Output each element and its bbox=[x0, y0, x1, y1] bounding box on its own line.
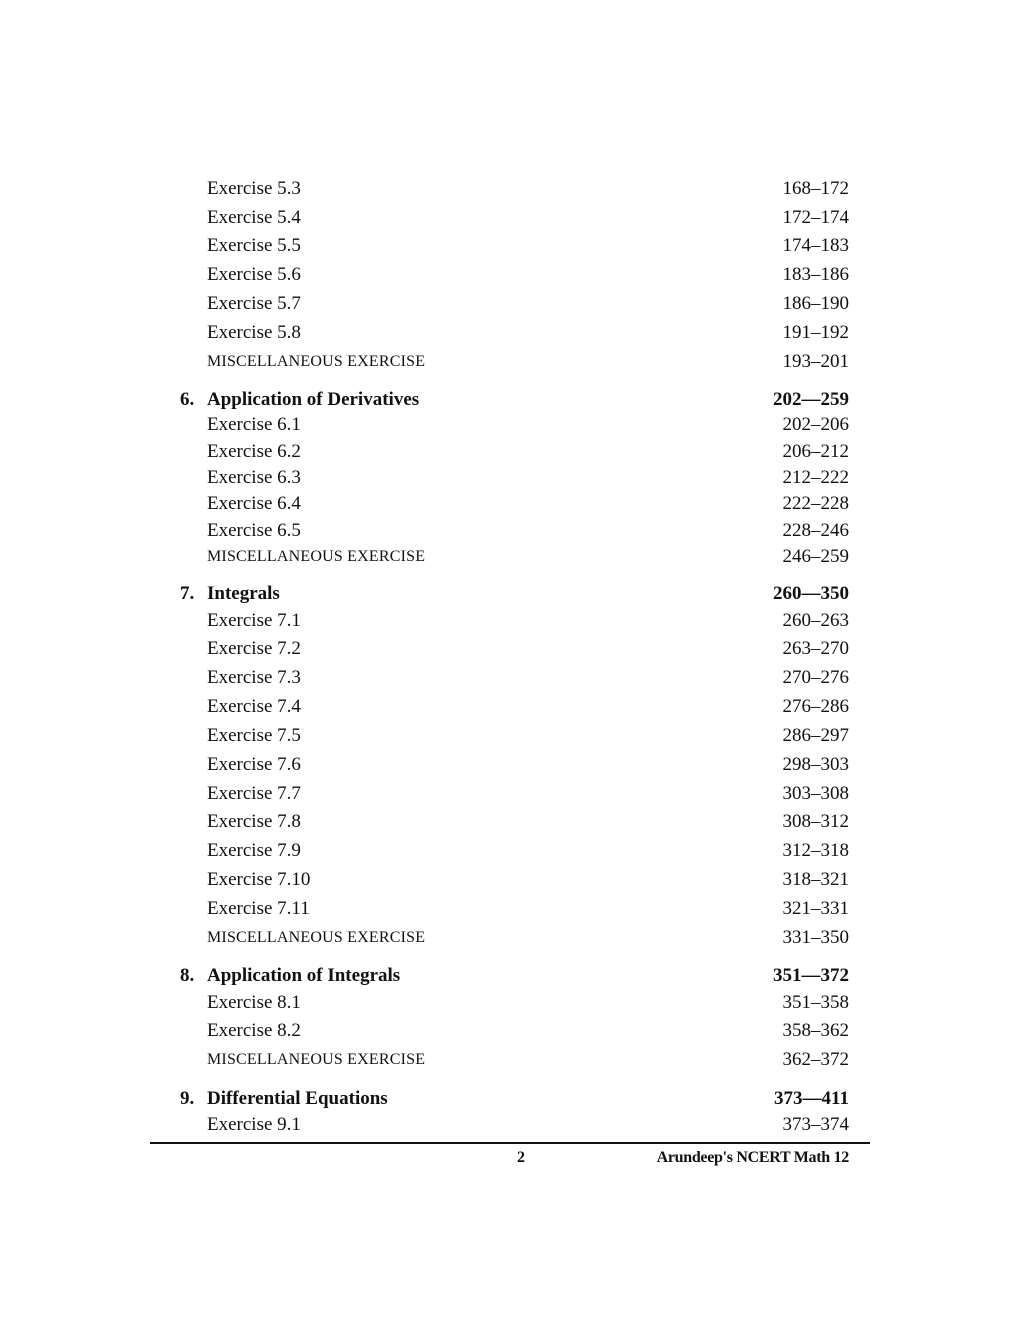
toc-exercise-row bbox=[0, 723, 1020, 749]
page-range: 246–259 bbox=[782, 546, 849, 567]
chapter-title: Differential Equations bbox=[207, 1088, 388, 1109]
exercise-label: Exercise 5.6 bbox=[207, 264, 301, 285]
toc-exercise-row bbox=[0, 608, 1020, 634]
page-range: 298–303 bbox=[782, 754, 849, 775]
exercise-label: MISCELLANEOUS EXERCISE bbox=[207, 548, 426, 565]
toc-exercise-row bbox=[0, 518, 1020, 544]
exercise-label: Exercise 7.9 bbox=[207, 840, 301, 861]
page-range: 206–212 bbox=[782, 441, 849, 462]
page-range: 358–362 bbox=[782, 1020, 849, 1041]
toc-exercise-row bbox=[0, 1018, 1020, 1044]
exercise-label: Exercise 6.1 bbox=[207, 414, 301, 435]
exercise-label: MISCELLANEOUS EXERCISE bbox=[207, 929, 426, 946]
toc-exercise-row bbox=[0, 233, 1020, 259]
page-range: 260—350 bbox=[773, 583, 849, 604]
footer-divider bbox=[150, 1142, 870, 1144]
toc-exercise-row bbox=[0, 809, 1020, 835]
page-range: 276–286 bbox=[782, 696, 849, 717]
exercise-label: Exercise 9.1 bbox=[207, 1114, 301, 1135]
toc-misc-row bbox=[0, 349, 1020, 375]
exercise-label: Exercise 7.6 bbox=[207, 754, 301, 775]
toc-misc-row bbox=[0, 1047, 1020, 1073]
exercise-label: Exercise 5.4 bbox=[207, 207, 301, 228]
toc-exercise-row bbox=[0, 291, 1020, 317]
chapter-title: Integrals bbox=[207, 583, 280, 604]
toc-exercise-row bbox=[0, 896, 1020, 922]
exercise-label: MISCELLANEOUS EXERCISE bbox=[207, 353, 426, 370]
toc-exercise-row bbox=[0, 636, 1020, 662]
exercise-label: MISCELLANEOUS EXERCISE bbox=[207, 1051, 426, 1068]
page-range: 362–372 bbox=[782, 1049, 849, 1070]
exercise-label: Exercise 5.5 bbox=[207, 235, 301, 256]
exercise-label: Exercise 6.4 bbox=[207, 493, 301, 514]
toc-exercise-row bbox=[0, 838, 1020, 864]
exercise-label: Exercise 7.7 bbox=[207, 783, 301, 804]
toc-exercise-row bbox=[0, 694, 1020, 720]
page-range: 174–183 bbox=[782, 235, 849, 256]
exercise-label: Exercise 8.2 bbox=[207, 1020, 301, 1041]
toc-exercise-row bbox=[0, 439, 1020, 465]
toc-misc-row bbox=[0, 544, 1020, 570]
page-range: 183–186 bbox=[782, 264, 849, 285]
chapter-number: 7. bbox=[180, 583, 195, 604]
chapter-title: Application of Integrals bbox=[207, 965, 401, 986]
toc-chapter-row bbox=[0, 963, 1020, 989]
exercise-label: Exercise 8.1 bbox=[207, 992, 301, 1013]
toc-exercise-row bbox=[0, 205, 1020, 231]
page-range: 186–190 bbox=[782, 293, 849, 314]
page-number: 2 bbox=[517, 1149, 525, 1166]
toc-exercise-row bbox=[0, 262, 1020, 288]
exercise-label: Exercise 5.3 bbox=[207, 178, 301, 199]
page-range: 321–331 bbox=[782, 898, 849, 919]
page-range: 312–318 bbox=[782, 840, 849, 861]
page-range: 260–263 bbox=[782, 610, 849, 631]
page-range: 351—372 bbox=[773, 965, 849, 986]
page-range: 270–276 bbox=[782, 667, 849, 688]
toc-exercise-row bbox=[0, 320, 1020, 346]
exercise-label: Exercise 6.5 bbox=[207, 520, 301, 541]
toc-chapter-row bbox=[0, 1086, 1020, 1112]
page-range: 168–172 bbox=[782, 178, 849, 199]
exercise-label: Exercise 7.2 bbox=[207, 638, 301, 659]
exercise-label: Exercise 7.5 bbox=[207, 725, 301, 746]
toc-exercise-row bbox=[0, 752, 1020, 778]
toc-exercise-row bbox=[0, 176, 1020, 202]
toc-exercise-row bbox=[0, 1112, 1020, 1138]
page-range: 202–206 bbox=[782, 414, 849, 435]
exercise-label: Exercise 7.10 bbox=[207, 869, 311, 890]
page-range: 331–350 bbox=[782, 927, 849, 948]
toc-chapter-row bbox=[0, 387, 1020, 413]
toc-exercise-row bbox=[0, 491, 1020, 517]
chapter-number: 6. bbox=[180, 389, 195, 410]
exercise-label: Exercise 7.3 bbox=[207, 667, 301, 688]
page-range: 373—411 bbox=[774, 1088, 849, 1109]
toc-exercise-row bbox=[0, 465, 1020, 491]
exercise-label: Exercise 5.7 bbox=[207, 293, 301, 314]
page-range: 263–270 bbox=[782, 638, 849, 659]
exercise-label: Exercise 6.3 bbox=[207, 467, 301, 488]
page-range: 191–192 bbox=[782, 322, 849, 343]
page-range: 308–312 bbox=[782, 811, 849, 832]
toc-exercise-row bbox=[0, 781, 1020, 807]
toc-misc-row bbox=[0, 925, 1020, 951]
book-title: Arundeep's NCERT Math 12 bbox=[656, 1149, 849, 1166]
exercise-label: Exercise 5.8 bbox=[207, 322, 301, 343]
toc-exercise-row bbox=[0, 867, 1020, 893]
page-range: 351–358 bbox=[782, 992, 849, 1013]
exercise-label: Exercise 7.1 bbox=[207, 610, 301, 631]
toc-exercise-row bbox=[0, 412, 1020, 438]
exercise-label: Exercise 6.2 bbox=[207, 441, 301, 462]
chapter-title: Application of Derivatives bbox=[207, 389, 420, 410]
page-range: 222–228 bbox=[782, 493, 849, 514]
page-range: 228–246 bbox=[782, 520, 849, 541]
toc-chapter-row bbox=[0, 581, 1020, 607]
chapter-number: 9. bbox=[180, 1088, 195, 1109]
page-range: 212–222 bbox=[782, 467, 849, 488]
chapter-number: 8. bbox=[180, 965, 195, 986]
page-range: 373–374 bbox=[782, 1114, 849, 1135]
page-range: 318–321 bbox=[782, 869, 849, 890]
exercise-label: Exercise 7.8 bbox=[207, 811, 301, 832]
page-range: 172–174 bbox=[782, 207, 849, 228]
toc-exercise-row bbox=[0, 665, 1020, 691]
page-range: 303–308 bbox=[782, 783, 849, 804]
page-range: 202—259 bbox=[773, 389, 849, 410]
exercise-label: Exercise 7.4 bbox=[207, 696, 301, 717]
page-range: 286–297 bbox=[782, 725, 849, 746]
page-range: 193–201 bbox=[782, 351, 849, 372]
exercise-label: Exercise 7.11 bbox=[207, 898, 310, 919]
toc-exercise-row bbox=[0, 990, 1020, 1016]
